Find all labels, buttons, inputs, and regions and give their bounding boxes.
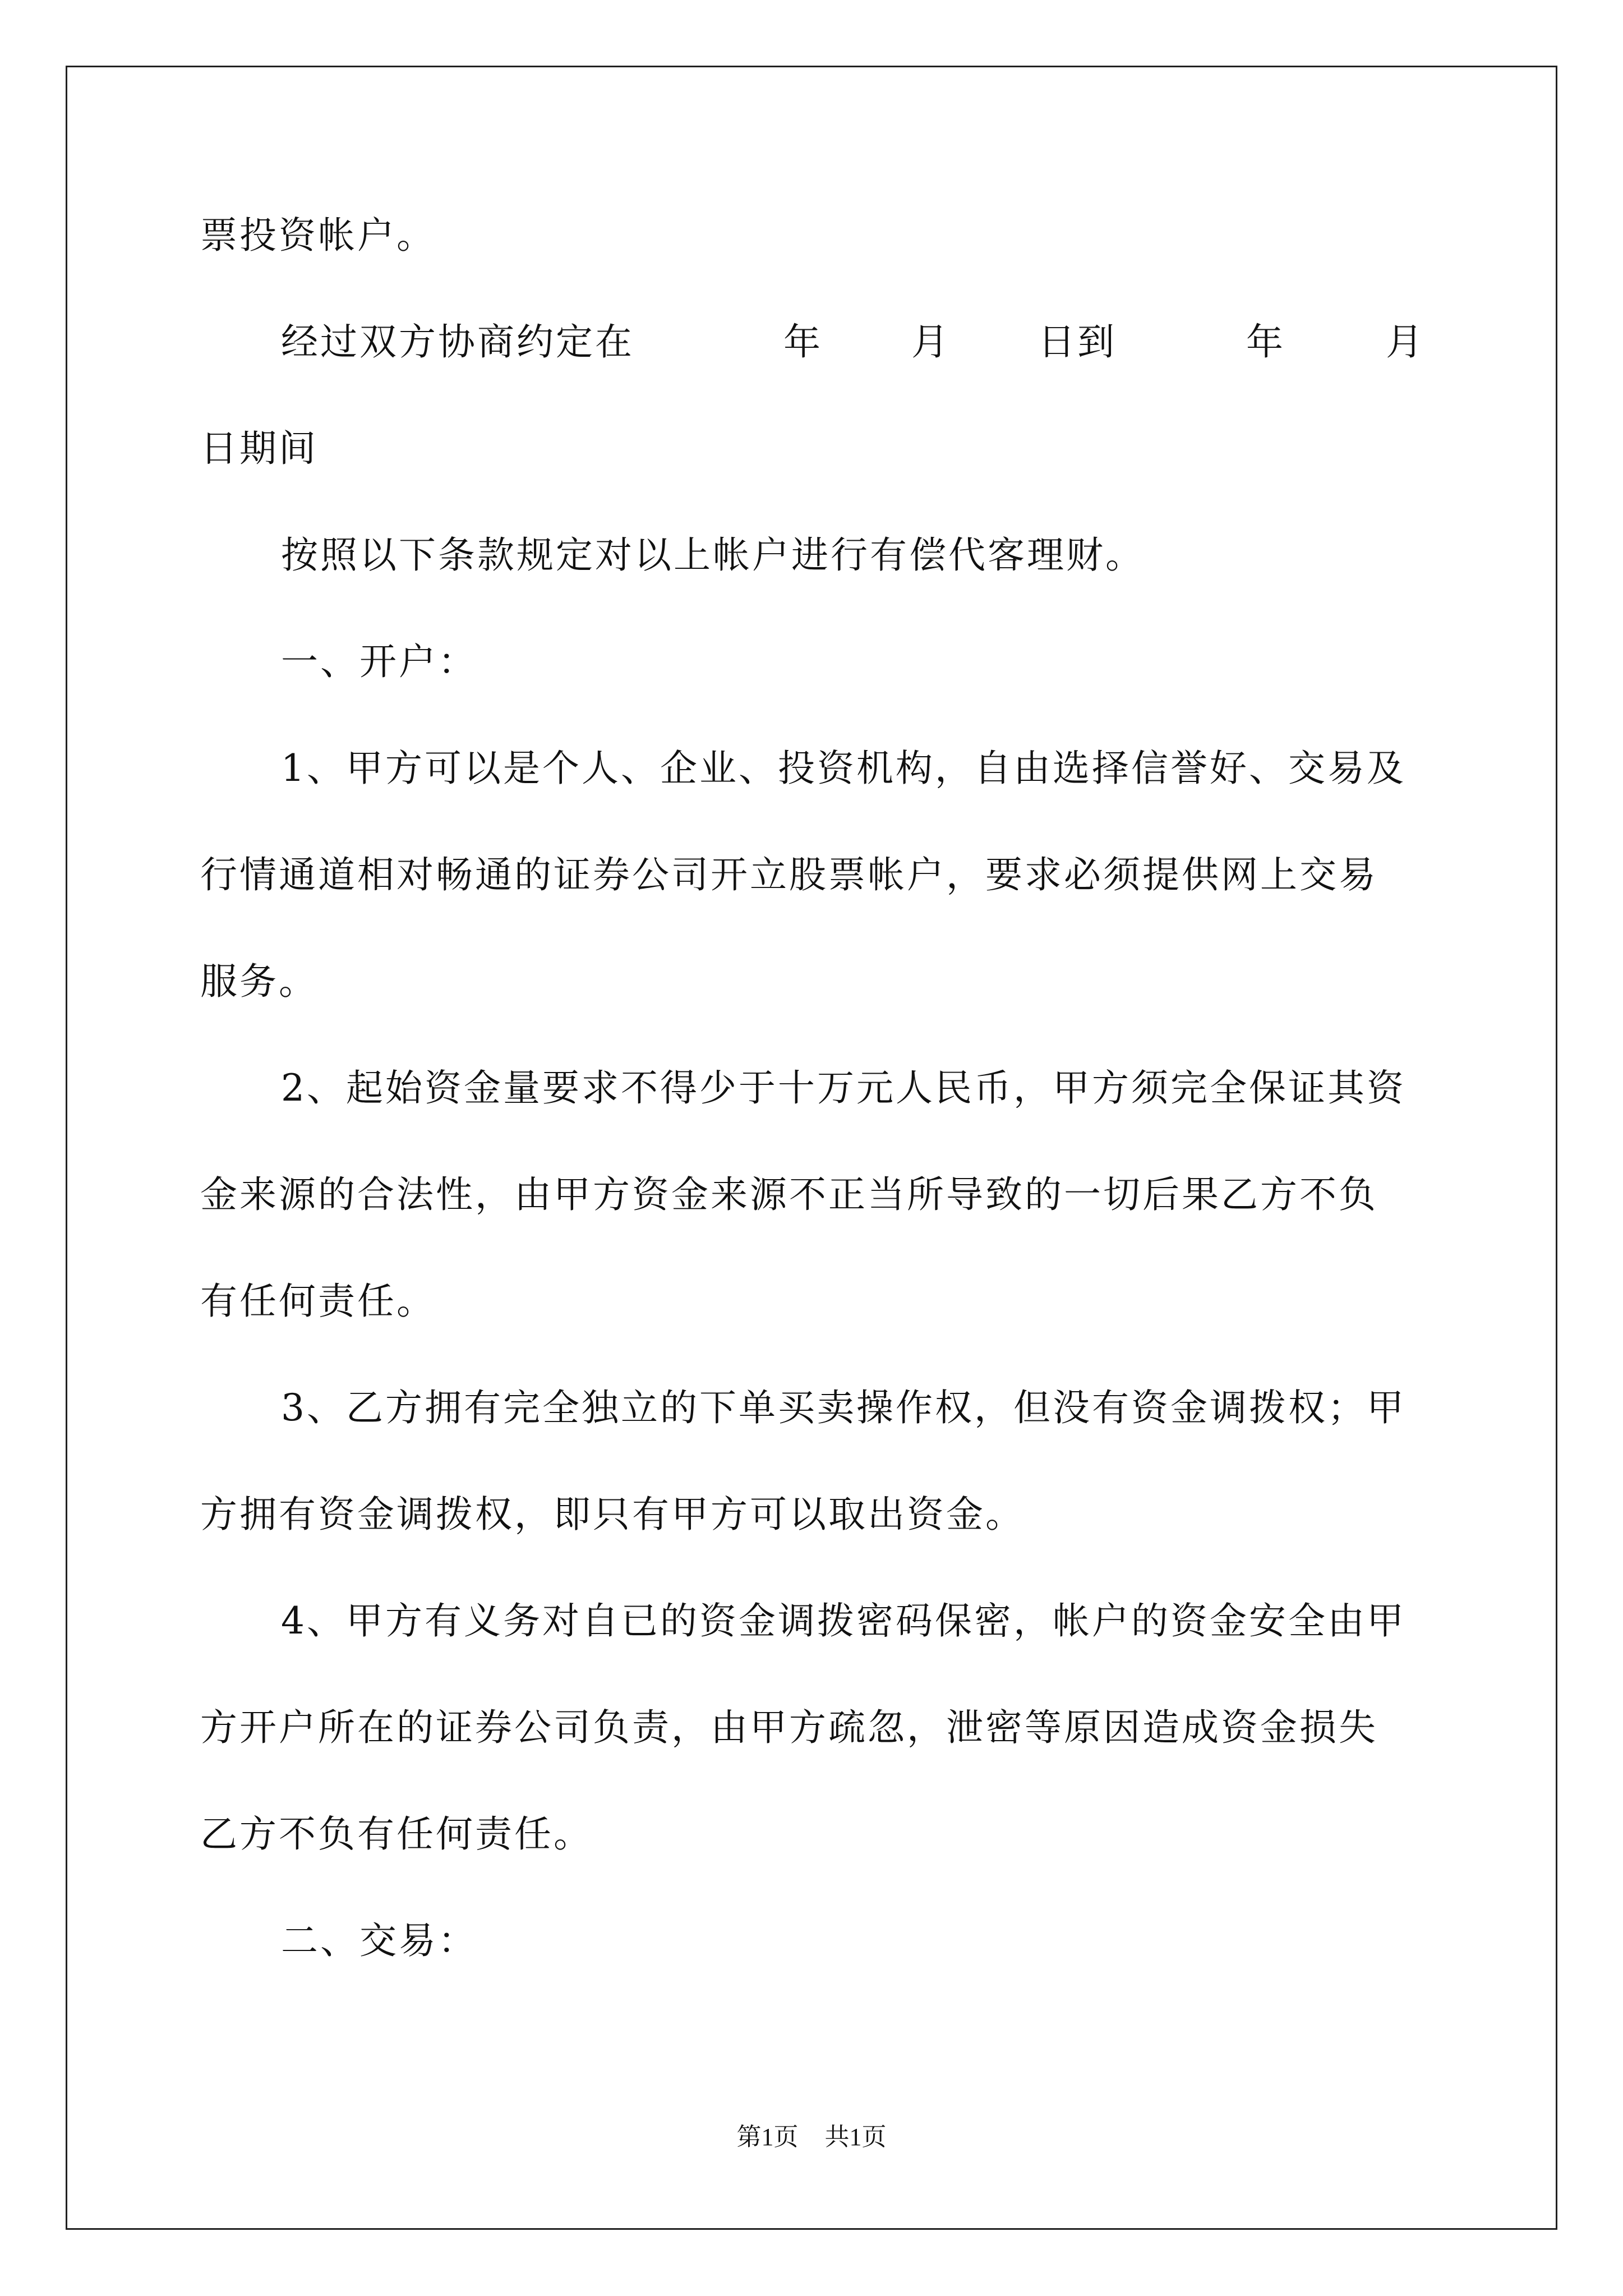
date-line-year-2: 年 [1246,320,1285,364]
text-line: 服务。 [200,960,318,1003]
page-number-total: 共1页 [824,2123,887,2151]
section-heading: 二、交易： [281,1919,477,1962]
text-line: 行情通道相对畅通的证券公司开立股票帐户，要求必须提供网上交易 [200,853,1378,896]
text-line: 金来源的合法性，由甲方资金来源不正当所导致的一切后果乙方不负 [200,1173,1378,1216]
page-footer [0,2120,1623,2154]
date-line-day-to: 日到 [1038,320,1117,364]
clause-1: 1、甲方可以是个人、企业、投资机构，自由选择信誉好、交易及 [281,747,1406,790]
text-line: 方开户所在的证券公司负责，由甲方疏忽，泄密等原因造成资金损失 [200,1706,1378,1749]
date-agreement-line [200,317,1423,424]
text-line: 日期间 [200,427,318,470]
document-body [200,210,1423,2022]
text-line: 有任何责任。 [200,1280,436,1323]
text-line: 按照以下条款规定对以上帐户进行有偿代客理财。 [281,533,1145,577]
date-line-year-1: 年 [783,320,823,364]
clause-4: 4、甲方有义务对自已的资金调拨密码保密，帐户的资金安全由甲 [281,1599,1406,1642]
date-line-lead: 经过双方协商约定在 [281,320,634,364]
text-line: 乙方不负有任何责任。 [200,1812,593,1856]
section-heading: 一、开户： [281,640,477,683]
clause-2: 2、起始资金量要求不得少于十万元人民币，甲方须完全保证其资 [281,1066,1406,1110]
text-line: 票投资帐户。 [200,214,436,257]
date-line-month-2: 月 [1386,320,1425,364]
clause-3: 3、乙方拥有完全独立的下单买卖操作权，但没有资金调拨权；甲 [281,1386,1406,1429]
page-number-current: 第1页 [736,2123,799,2151]
date-line-month-1: 月 [911,320,951,364]
text-line: 方拥有资金调拨权，即只有甲方可以取出资金。 [200,1493,1025,1536]
